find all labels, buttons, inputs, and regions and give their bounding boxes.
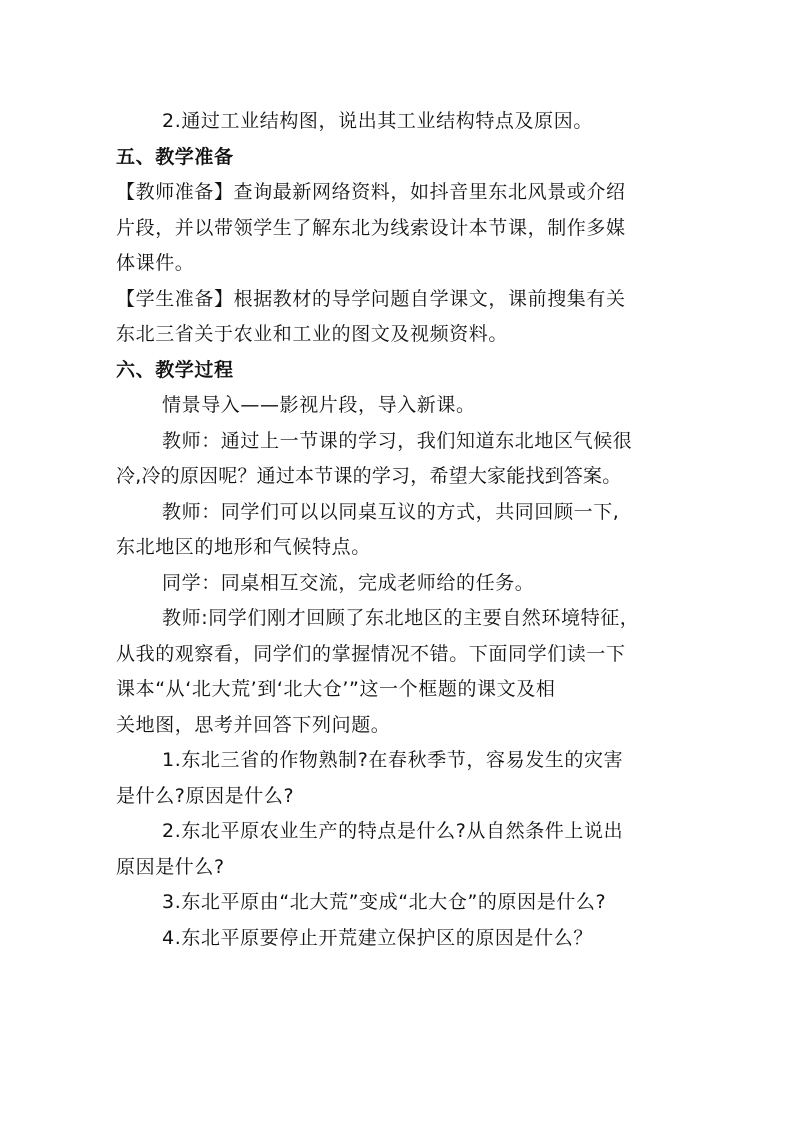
teacher-remark-3-line-4: 关地图，思考并回答下列问题。: [116, 713, 391, 736]
student-preparation-line-1: 【学生准备】根据教材的导学问题自学课文，课前搜集有关: [116, 287, 626, 310]
teacher-preparation-line-2: 片段，并以带领学生了解东北为线索设计本节课，制作多媒: [116, 216, 626, 239]
teacher-remark-1-line-2: 冷,冷的原因呢？通过本节课的学习，希望大家能找到答案。: [116, 465, 622, 487]
question-1-line-2: 是什么?原因是什么?: [116, 784, 295, 807]
scene-intro-paragraph: 情景导入——影视片段，导入新课。: [162, 394, 476, 416]
question-4: 4.东北平原要停止开荒建立保护区的原因是什么？: [162, 926, 593, 949]
question-2-line-2: 原因是什么?: [116, 855, 225, 878]
student-preparation-line-2: 东北三省关于农业和工业的图文及视频资料。: [116, 323, 509, 345]
student-response-paragraph: 同学：同桌相互交流，完成老师给的任务。: [162, 571, 535, 594]
teacher-remark-2-line-2: 东北地区的地形和气候特点。: [116, 536, 371, 558]
question-3: 3.东北平原由“北大荒”变成“北大仓”的原因是什么?: [162, 891, 607, 913]
teacher-remark-3-line-1: 教师:同学们刚才回顾了东北地区的主要自然环境特征，: [162, 607, 640, 629]
teacher-remark-3-line-3: 课本“从‘北大荒’到‘北大仓’”这一个框题的课文及相: [116, 678, 556, 700]
objective-item-2: 2.通过工业结构图，说出其工业结构特点及原因。: [162, 110, 593, 132]
section-heading-teaching-process: 六、教学过程: [116, 358, 234, 381]
teacher-remark-1-line-1: 教师：通过上一节课的学习，我们知道东北地区气候很: [162, 429, 633, 452]
teacher-remark-3-line-2: 从我的观察看，同学们的掌握情况不错。下面同学们读一下: [116, 642, 626, 665]
question-2-line-1: 2.东北平原农业生产的特点是什么?从自然条件上说出: [162, 820, 624, 842]
teacher-preparation-line-1: 【教师准备】查询最新网络资料，如抖音里东北风景或介绍: [116, 181, 626, 203]
document-page: [116, 104, 688, 956]
teacher-preparation-line-3: 体课件。: [116, 252, 195, 274]
question-1-line-1: 1.东北三省的作物熟制?在春秋季节，容易发生的灾害: [162, 749, 624, 771]
teacher-remark-2-line-1: 教师：同学们可以以同桌互议的方式，共同回顾一下,: [162, 500, 620, 523]
section-heading-teaching-preparation: 五、教学准备: [116, 145, 234, 168]
